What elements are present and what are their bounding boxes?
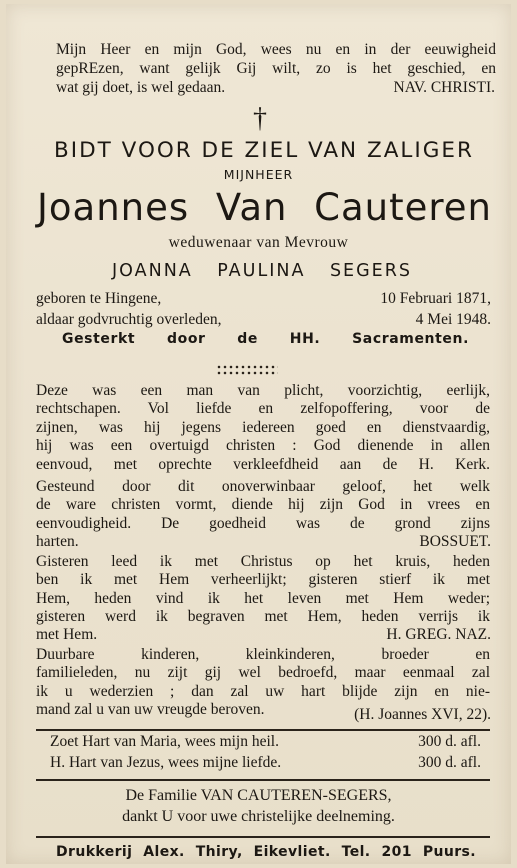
text-line: Hem, heden vind ik het leven met Hem weder; (36, 589, 490, 607)
divider (36, 836, 490, 838)
paragraph-1 (36, 382, 490, 474)
died-label: aldaar godvruchtig overleden, (36, 311, 222, 328)
deceased-name: Joannes Van Cauteren (37, 186, 492, 229)
text-line: ik u wederzien ; dan zal uw hart blijde zijn en nie- (36, 682, 490, 700)
text-line: harten. (36, 533, 79, 550)
text-line: Duurbare kinderen, kleinkinderen, broeder en (36, 646, 490, 663)
divider (36, 779, 490, 781)
paragraph-2 (36, 478, 490, 533)
widower-line: weduwenaar van Mevrouw (168, 234, 349, 251)
text-line: hij was een overtuigd christen : God dienende in allen (36, 437, 490, 455)
family-line: De Familie VAN CAUTEREN-SEGERS, (125, 787, 392, 804)
attribution: BOSSUET. (419, 533, 491, 550)
text-line: Deze was een man van plicht, voorzichtig, eerlijk, (36, 382, 490, 399)
born-label: geboren te Hingene, (36, 290, 162, 307)
born-date: 10 Februari 1871, (380, 290, 491, 307)
thanks-line: dankt U voor uwe christelijke deelneming. (122, 808, 395, 825)
prayer-request-heading: BIDT VOOR DE ZIEL VAN ZALIGER (54, 138, 474, 163)
sacraments-line: Gesterkt door de HH. Sacramenten. (62, 331, 469, 347)
text-line: rechtschapen. Vol liefde en zelfopoffering, voor de (36, 400, 490, 418)
text-line: zijnen, was hij jegens iedereen goed en dienstvaardig, (36, 418, 490, 436)
text-line: met Hem. (36, 626, 98, 643)
divider (36, 729, 490, 731)
text-line: familieleden, nu zijt gij wel bedroefd, maar eenmaal zal (36, 664, 490, 682)
text-line: mand zal u van uw vreugde beroven. (36, 701, 265, 719)
title-mijnheer: MIJNHEER (223, 167, 294, 182)
paragraph-3 (36, 553, 490, 627)
printer-imprint: Drukkerij Alex. Thiry, Eikevliet. Tel. 201 Puurs. (56, 844, 476, 860)
text-line: eenvoud, met oprechte verkleefdheid aan de H. Kerk. (36, 455, 490, 473)
text-line: Gesteund door dit onoverwinbaar geloof, het welk (36, 478, 490, 495)
indulgence: 300 d. afl. (418, 733, 481, 750)
quote-line-2: gepREzen, want gelijk Gij wilt, zo is het geschied, en (56, 60, 496, 77)
text-line: Gisteren leed ik met Christus op het kruis, heden (36, 553, 490, 570)
quote-source: NAV. CHRISTI. (393, 79, 495, 96)
spouse-name: JOANNA PAULINA SEGERS (112, 261, 412, 281)
cross-icon: † (253, 103, 267, 134)
dotted-ornament (216, 364, 278, 376)
text-line: gisteren werd ik begraven met Hem, heden verrijs ik (36, 608, 490, 626)
text-line: de ware christen vormt, diende hij zijn God in vrees en (36, 496, 490, 514)
text-line: eenvoudigheid. De goedheid was de grond zijns (36, 514, 490, 532)
prayer-text: H. Hart van Jezus, wees mijne liefde. (50, 754, 282, 771)
text-line: ben ik met Hem verheerlijkt; gisteren stierf ik met (36, 571, 490, 589)
prayer-text: Zoet Hart van Maria, wees mijn heil. (50, 733, 279, 750)
quote-line-1: Mijn Heer en mijn God, wees nu en in der eeuwigheid (56, 41, 496, 58)
attribution: (H. Joannes XVI, 22). (354, 706, 491, 723)
died-date: 4 Mei 1948. (415, 311, 491, 328)
attribution: H. GREG. NAZ. (386, 626, 491, 643)
indulgence: 300 d. afl. (418, 754, 481, 771)
quote-line-3: wat gij doet, is wel gedaan. (56, 79, 226, 96)
